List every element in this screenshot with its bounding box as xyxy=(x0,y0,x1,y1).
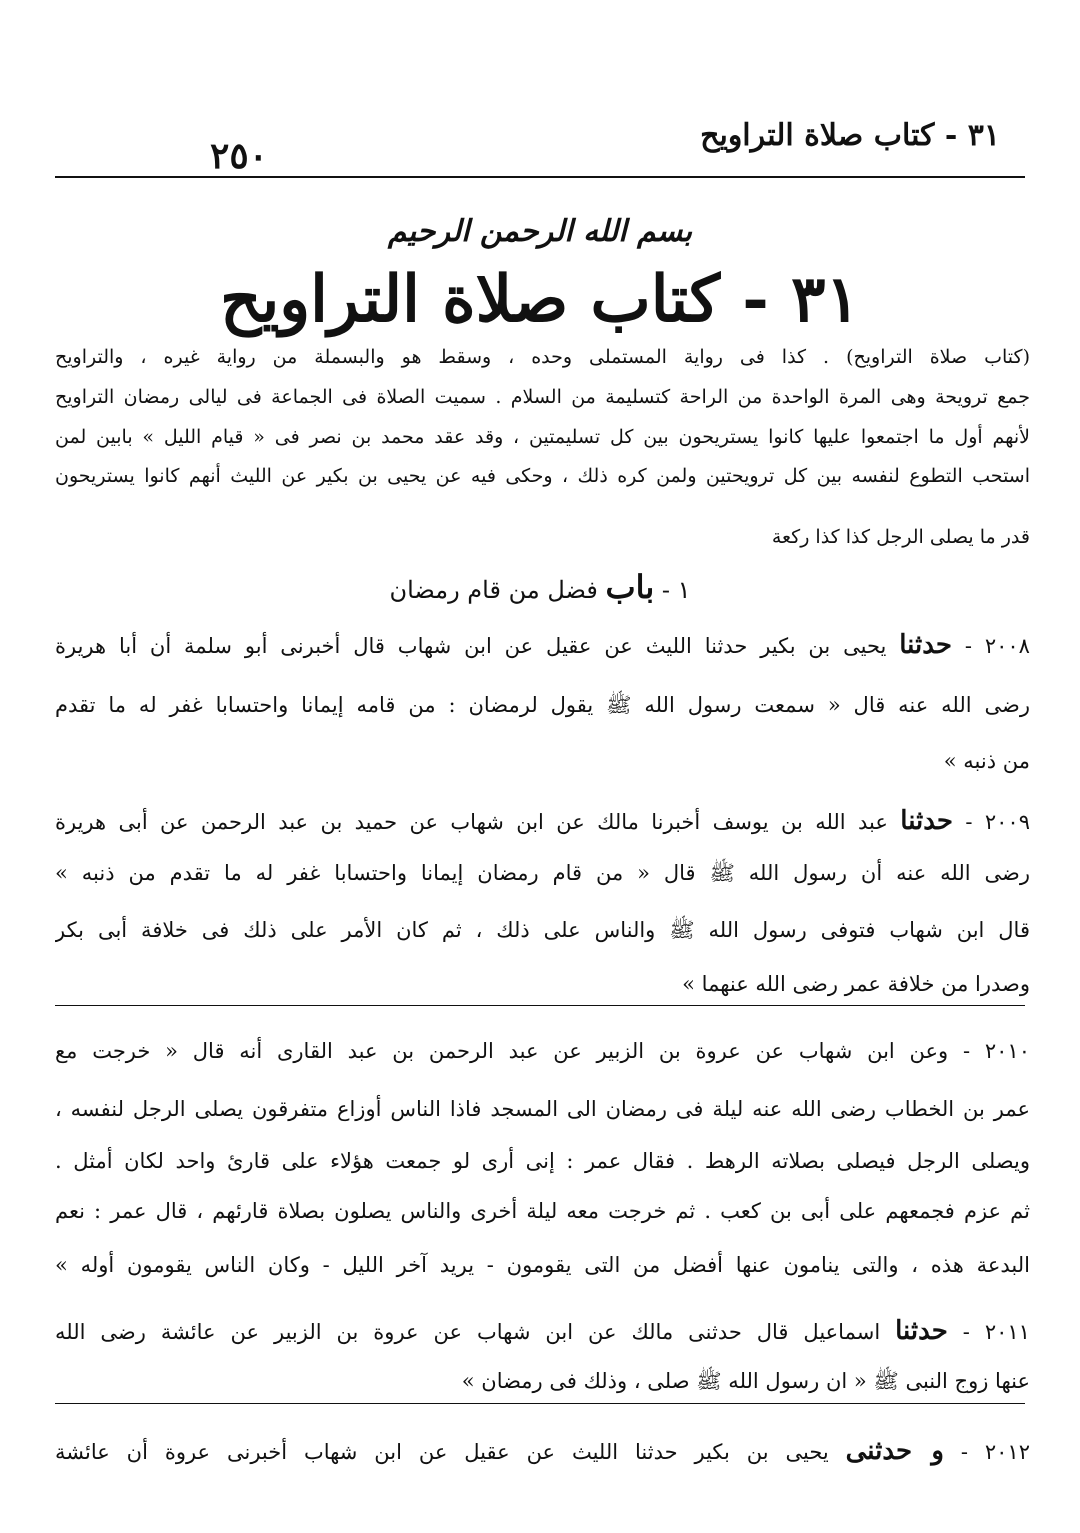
bab-number: ١ - xyxy=(661,576,691,604)
hadith-line xyxy=(55,1316,1030,1347)
intro-line: جمع ترويحة وهى المرة الواحدة من الراحة كتسليمة من السلام . سميت الصلاة فى الجماعة فى ليالى رمضان التراويح xyxy=(55,386,1030,408)
hadith-line: عمر بن الخطاب رضى الله عنه ليلة فى رمضان الى المسجد فاذا الناس أوزاع متفرقون يصلى الرجل لنفسه ، xyxy=(55,1097,1030,1121)
bab-title: فضل من قام رمضان xyxy=(389,576,598,604)
hadith-number: ٢٠١٠ - xyxy=(962,1039,1030,1063)
header-rule xyxy=(55,176,1025,178)
hadith-text: اسماعيل قال حدثنى مالك عن ابن شهاب عن عروة بن الزبير عن عائشة رضى الله xyxy=(55,1320,881,1344)
hadith-line xyxy=(55,1036,1030,1066)
hadith-line: ويصلى الرجل فيصلى بصلاته الرهط . فقال عمر : إنى أرى لو جمعت هؤلاء على قارئ واحد لكان أمثل . xyxy=(55,1149,1030,1173)
intro-line: (كتاب صلاة التراويح) . كذا فى رواية المستملى وحده ، وسقط هو والبسملة من رواية غيره ، والتراويح xyxy=(55,346,1030,368)
hadith-text: يحيى بن بكير حدثنا الليث عن عقيل عن ابن شهاب قال أخبرنى أبو سلمة أن أبا هريرة xyxy=(55,634,887,658)
chapter-heading: ٣١ - كتاب صلاة التراويح xyxy=(220,262,860,337)
basmala: بسم الله الرحمن الرحيم xyxy=(387,214,693,249)
hadith-line xyxy=(55,630,1030,661)
hadith-line: قال ابن شهاب فتوفى رسول الله ﷺ والناس على ذلك ، ثم كان الأمر على ذلك فى خلافة أبى بكر xyxy=(55,918,1030,942)
hadith-head: حدثنا xyxy=(895,1316,948,1346)
hadith-text: يحيى بن بكير حدثنا الليث عن عقيل عن ابن شهاب أخبرنى عروة أن عائشة xyxy=(55,1440,829,1464)
hadith-line xyxy=(55,806,1030,837)
hadith-number: ٢٠٠٨ - xyxy=(964,634,1030,658)
intro-line: قدر ما يصلى الرجل كذا كذا ركعة xyxy=(771,526,1030,548)
hadith-line: من ذنبه » xyxy=(943,749,1030,773)
hadith-line: ثم عزم فجمعهم على أبى بن كعب . ثم خرجت معه ليلة أخرى والناس يصلون بصلاة قارئهم ، قال عمر : نعم xyxy=(55,1199,1030,1223)
hadith-text: عبد الله بن يوسف أخبرنا مالك عن ابن شهاب عن حميد بن عبد الرحمن عن أبى هريرة xyxy=(55,810,888,834)
hadith-line: رضى الله عنه أن رسول الله ﷺ قال « من قام رمضان إيمانا واحتسابا غفر له ما تقدم من ذنبه » xyxy=(55,861,1030,885)
section-rule xyxy=(55,1005,1025,1006)
hadith-head: و حدثنى xyxy=(845,1436,944,1466)
hadith-number: ٢٠٠٩ - xyxy=(965,810,1030,834)
intro-line: لأنهم أول ما اجتمعوا عليها كانوا يستريحون بين كل تسليمتين ، وقد عقد محمد بن نصر فى « قيام الليل » بابين لمن xyxy=(55,426,1030,448)
hadith-number: ٢٠١١ - xyxy=(962,1320,1030,1344)
hadith-text: وعن ابن شهاب عن عروة بن الزبير عن عبد الرحمن بن عبد القارى أنه قال « خرجت مع xyxy=(55,1039,949,1063)
intro-line: استحب التطوع لنفسه بين كل ترويحتين ولمن كره ذلك ، وحكى فيه عن يحيى بن بكير عن الليث أنهم كانوا يستريحون xyxy=(55,465,1030,487)
hadith-head: حدثنا xyxy=(900,806,954,836)
bab-heading xyxy=(0,568,1080,606)
page-number: ٢٥٠ xyxy=(210,135,269,177)
hadith-line: وصدرا من خلافة عمر رضى الله عنهما » xyxy=(682,972,1030,996)
section-rule xyxy=(55,1403,1025,1404)
hadith-line xyxy=(55,1436,1030,1467)
hadith-line: رضى الله عنه قال « سمعت رسول الله ﷺ يقول لرمضان : من قامه إيمانا واحتسابا غفر له ما تقدم xyxy=(55,693,1030,717)
hadith-line: البدعة هذه ، والتى ينامون عنها أفضل من التى يقومون - يريد آخر الليل - وكان الناس يقومون أوله » xyxy=(55,1253,1030,1277)
hadith-head: حدثنا xyxy=(899,630,952,660)
hadith-number: ٢٠١٢ - xyxy=(960,1440,1030,1464)
running-title: ٣١ - كتاب صلاة التراويح xyxy=(700,118,1000,153)
hadith-line: عنها زوج النبى ﷺ « ان رسول الله ﷺ صلى ، وذلك فى رمضان » xyxy=(461,1369,1030,1393)
bab-word: باب xyxy=(605,568,655,606)
